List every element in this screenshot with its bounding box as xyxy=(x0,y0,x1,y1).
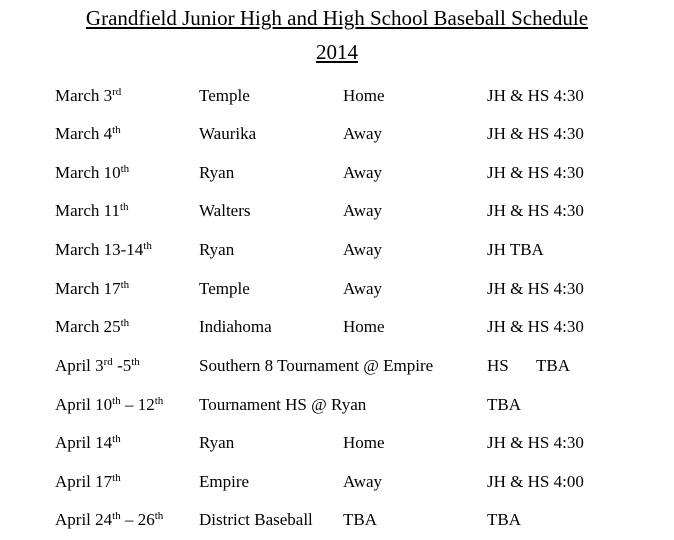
game-opponent: Southern 8 Tournament @ Empire xyxy=(199,356,434,375)
game-opponent: Walters xyxy=(199,201,251,220)
game-location: Away xyxy=(343,201,383,220)
game-time: JH & HS 4:30 xyxy=(487,201,584,220)
schedule-row xyxy=(0,161,674,185)
schedule-row xyxy=(0,277,674,301)
game-time: JH & HS 4:30 xyxy=(487,433,584,452)
game-location: Away xyxy=(343,124,383,143)
game-date: March 10th xyxy=(55,163,130,182)
game-date: March 13-14th xyxy=(55,240,152,259)
schedule-row xyxy=(0,470,674,494)
game-opponent: Ryan xyxy=(199,240,235,259)
schedule-row xyxy=(0,238,674,262)
game-opponent: Waurika xyxy=(199,124,257,143)
game-opponent: Ryan xyxy=(199,433,235,452)
game-location: Home xyxy=(343,317,385,336)
game-date: April 14th xyxy=(55,433,121,452)
game-time: TBA xyxy=(487,510,521,529)
game-location: Away xyxy=(343,163,383,182)
schedule-row xyxy=(0,315,674,339)
game-level: HS xyxy=(487,356,509,375)
game-date: April 10th – 12th xyxy=(55,395,164,414)
game-location: Away xyxy=(343,279,383,298)
game-location: Away xyxy=(343,240,383,259)
game-time: JH & HS 4:00 xyxy=(487,472,584,491)
game-date: March 4th xyxy=(55,124,121,143)
schedule-row xyxy=(0,508,674,532)
game-location: Home xyxy=(343,433,385,452)
schedule-year: 2014 xyxy=(316,40,358,64)
game-location: Away xyxy=(343,472,383,491)
game-date: March 11th xyxy=(55,201,129,220)
game-time: JH & HS 4:30 xyxy=(487,279,584,298)
game-location: Home xyxy=(343,86,385,105)
game-time: JH & HS 4:30 xyxy=(487,163,584,182)
schedule-row xyxy=(0,431,674,455)
game-opponent: Temple xyxy=(199,86,250,105)
game-opponent: Temple xyxy=(199,279,250,298)
game-time: TBA xyxy=(487,395,521,414)
game-time: JH & HS 4:30 xyxy=(487,124,584,143)
game-date: March 17th xyxy=(55,279,130,298)
game-opponent: Empire xyxy=(199,472,250,491)
game-date: April 17th xyxy=(55,472,121,491)
game-time: JH & HS 4:30 xyxy=(487,86,584,105)
game-location: TBA xyxy=(343,510,377,529)
game-date: March 3rd xyxy=(55,86,122,105)
game-date: April 24th – 26th xyxy=(55,510,164,529)
game-date: April 3rd -5th xyxy=(55,356,140,375)
schedule-row xyxy=(0,199,674,223)
game-time: JH & HS 4:30 xyxy=(487,317,584,336)
game-opponent: Ryan xyxy=(199,163,235,182)
schedule-row xyxy=(0,393,674,417)
schedule-row xyxy=(0,122,674,146)
game-time: JH TBA xyxy=(487,240,544,259)
schedule-row xyxy=(0,84,674,108)
game-opponent: Indiahoma xyxy=(199,317,272,336)
game-opponent: Tournament HS @ Ryan xyxy=(199,395,367,414)
schedule-row xyxy=(0,354,674,378)
game-opponent: District Baseball xyxy=(199,510,313,529)
schedule-title: Grandfield Junior High and High School Baseball Schedule xyxy=(85,6,589,30)
game-time: TBA xyxy=(536,356,570,375)
game-date: March 25th xyxy=(55,317,130,336)
